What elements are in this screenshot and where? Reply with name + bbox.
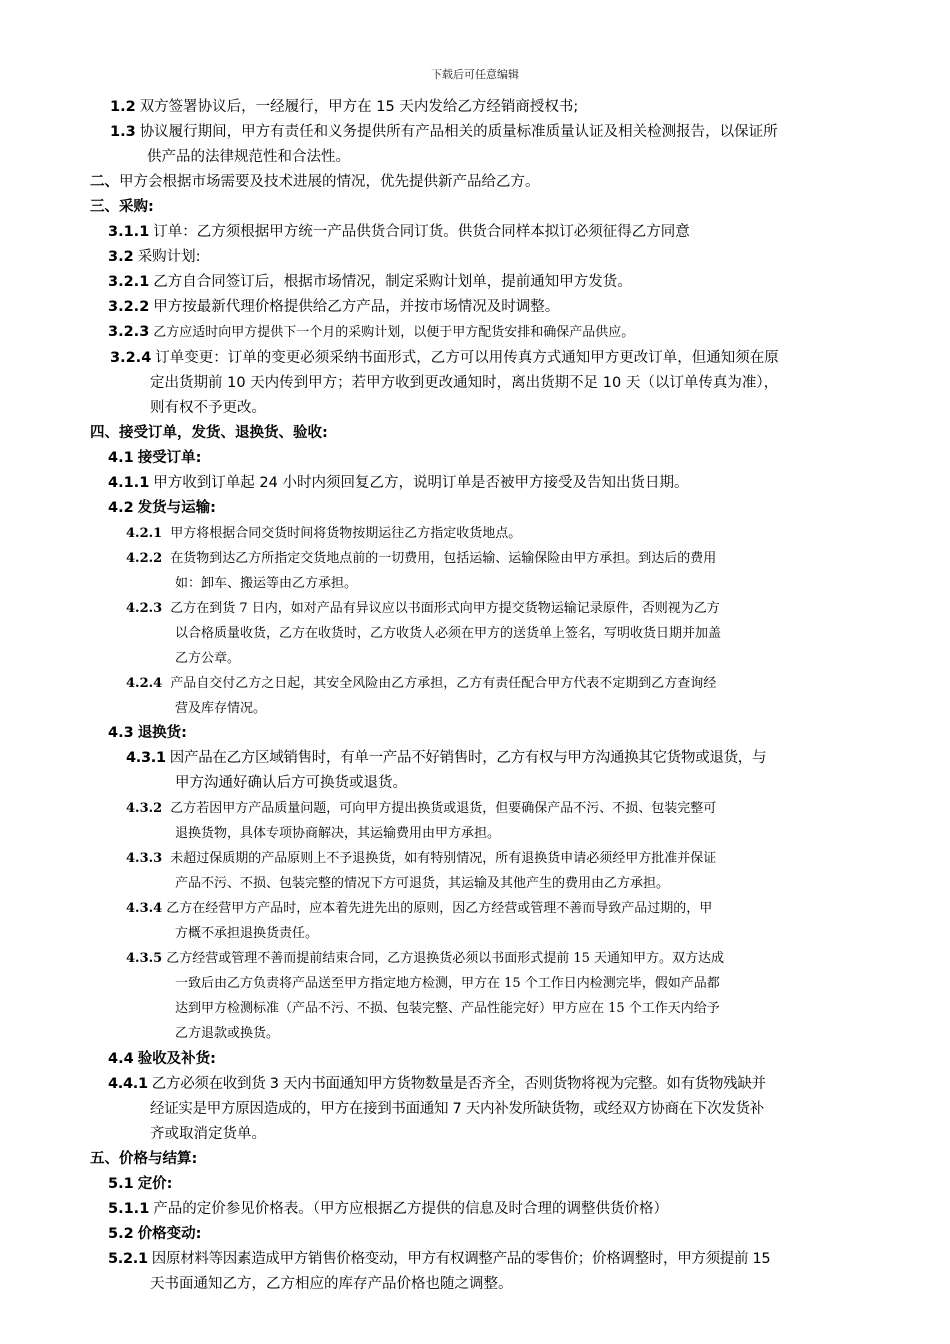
clause-1-3-cont: 供产品的法律规范性和合法性。 (147, 149, 350, 165)
clause-4-3-5-cont-3: 乙方退款或换货。 (175, 1026, 280, 1041)
clause-4-1: 4.1 接受订单: (108, 450, 202, 466)
clause-4-3-2: 4.3.2 乙方若因甲方产品质量问题，可向甲方提出换货或退货，但要确保产品不污、不损、包装完整可 (126, 801, 717, 816)
clause-4-4: 4.4 验收及补货: (108, 1051, 216, 1067)
clause-3-2-2: 3.2.2 甲方按最新代理价格提供给乙方产品，并按市场情况及时调整。 (108, 299, 560, 315)
clause-4-3-5: 4.3.5 乙方经营或管理不善而提前结束合同，乙方退换货必须以书面形式提前 15 天通知甲方。双方达成 (126, 951, 725, 966)
clause-3-2: 3.2 采购计划: (108, 249, 201, 265)
clause-4-3-3: 4.3.3 未超过保质期的产品原则上不予退换货，如有特别情况，所有退换货申请必须经甲方批准并保证 (126, 851, 717, 866)
clause-4-2-3: 4.2.3 乙方在到货 7 日内，如对产品有异议应以书面形式向甲方提交货物运输记录原件，否则视为乙方 (126, 601, 720, 616)
clause-4-3-5-cont-1: 一致后由乙方负责将产品送至甲方指定地方检测，甲方在 15 个工作日内检测完毕，假如产品都 (175, 976, 720, 991)
clause-5-2: 5.2 价格变动: (108, 1226, 202, 1242)
clause-1-2: 1.2 双方签署协议后，一经履行，甲方在 15 天内发给乙方经销商授权书; (110, 99, 579, 115)
clause-4-3: 4.3 退换货: (108, 725, 187, 741)
clause-3-2-4-cont-1: 定出货期前 10 天内传到甲方；若甲方收到更改通知时，离出货期不足 10 天（以订单传真为准）， (150, 375, 779, 391)
clause-5-2-1: 5.2.1 因原材料等因素造成甲方销售价格变动，甲方有权调整产品的零售价；价格调整时，甲方须提前 15 (108, 1251, 771, 1267)
clause-3-2-3: 3.2.3 乙方应适时向甲方提供下一个月的采购计划，以便于甲方配货安排和确保产品供应。 (108, 324, 635, 340)
clause-4-2-4-cont: 营及库存情况。 (175, 701, 267, 716)
clause-4-2-2-cont: 如：卸车、搬运等由乙方承担。 (175, 576, 358, 591)
clause-5-1-1: 5.1.1 产品的定价参见价格表。（甲方应根据乙方提供的信息及时合理的调整供货价格） (108, 1201, 669, 1217)
clause-4-2-2: 4.2.2 在货物到达乙方所指定交货地点前的一切费用，包括运输、运输保险由甲方承担。到达后的费用 (126, 551, 717, 566)
clause-5-2-1-cont: 天书面通知乙方，乙方相应的库存产品价格也随之调整。 (150, 1276, 513, 1292)
section-4-heading: 四、接受订单，发货、退换货、验收: (90, 425, 328, 441)
clause-4-3-4-cont: 方概不承担退换货责任。 (175, 926, 319, 941)
clause-4-2-1: 4.2.1 甲方将根据合同交货时间将货物按期运往乙方指定收货地点。 (126, 526, 522, 541)
clause-4-3-3-cont: 产品不污、不损、包装完整的情况下方可退货，其运输及其他产生的费用由乙方承担。 (175, 876, 670, 891)
clause-3-1-1: 3.1.1 订单：乙方须根据甲方统一产品供货合同订货。供货合同样本拟订必须征得乙方同意 (108, 224, 690, 240)
page-header: 下载后可任意编辑 (431, 68, 519, 81)
clause-4-2-4: 4.2.4 产品自交付乙方之日起，其安全风险由乙方承担，乙方有责任配合甲方代表不定期到乙方查询经 (126, 676, 717, 691)
clause-4-2: 4.2 发货与运输: (108, 500, 216, 516)
clause-5-1: 5.1 定价: (108, 1176, 173, 1192)
clause-4-4-1: 4.4.1 乙方必须在收到货 3 天内书面通知甲方货物数量是否齐全，否则货物将视为完整。如有货物残缺并 (108, 1076, 766, 1092)
clause-3-2-1: 3.2.1 乙方自合同签订后，根据市场情况，制定采购计划单，提前通知甲方发货。 (108, 274, 632, 290)
clause-3-2-4-cont-2: 则有权不予更改。 (150, 400, 266, 416)
section-5-heading: 五、价格与结算: (90, 1151, 198, 1167)
clause-4-3-1-cont: 甲方沟通好确认后方可换货或退货。 (175, 775, 407, 791)
clause-4-4-1-cont-2: 齐或取消定货单。 (150, 1126, 266, 1142)
clause-4-3-2-cont: 退换货物，具体专项协商解决，其运输费用由甲方承担。 (175, 826, 501, 841)
clause-4-3-1: 4.3.1 因产品在乙方区域销售时，有单一产品不好销售时，乙方有权与甲方沟通换其它货物或退货，与 (126, 750, 767, 766)
clause-4-2-3-cont-2: 乙方公章。 (175, 651, 241, 666)
clause-3-2-4: 3.2.4 订单变更：订单的变更必须采纳书面形式，乙方可以用传真方式通知甲方更改订单，但通知须在原 (110, 350, 779, 366)
clause-4-1-1: 4.1.1 甲方收到订单起 24 小时内须回复乙方，说明订单是否被甲方接受及告知出货日期。 (108, 475, 689, 491)
clause-4-4-1-cont-1: 经证实是甲方原因造成的，甲方在接到书面通知 7 天内补发所缺货物，或经双方协商在下次发货补 (150, 1101, 764, 1117)
clause-4-3-5-cont-2: 达到甲方检测标准（产品不污、不损、包装完整、产品性能完好）甲方应在 15 个工作天内给予 (175, 1001, 720, 1016)
clause-4-2-3-cont-1: 以合格质量收货，乙方在收货时，乙方收货人必须在甲方的送货单上签名，写明收货日期并加盖 (175, 626, 722, 641)
clause-1-3: 1.3 协议履行期间，甲方有责任和义务提供所有产品相关的质量标准质量认证及相关检测报告，以保证所 (110, 124, 778, 140)
section-3-heading: 三、采购: (90, 199, 154, 215)
section-2: 二、甲方会根据市场需要及技术进展的情况，优先提供新产品给乙方。 (90, 174, 540, 190)
clause-4-3-4: 4.3.4 乙方在经营甲方产品时，应本着先进先出的原则，因乙方经营或管理不善而导致产品过期的，甲 (126, 901, 713, 916)
